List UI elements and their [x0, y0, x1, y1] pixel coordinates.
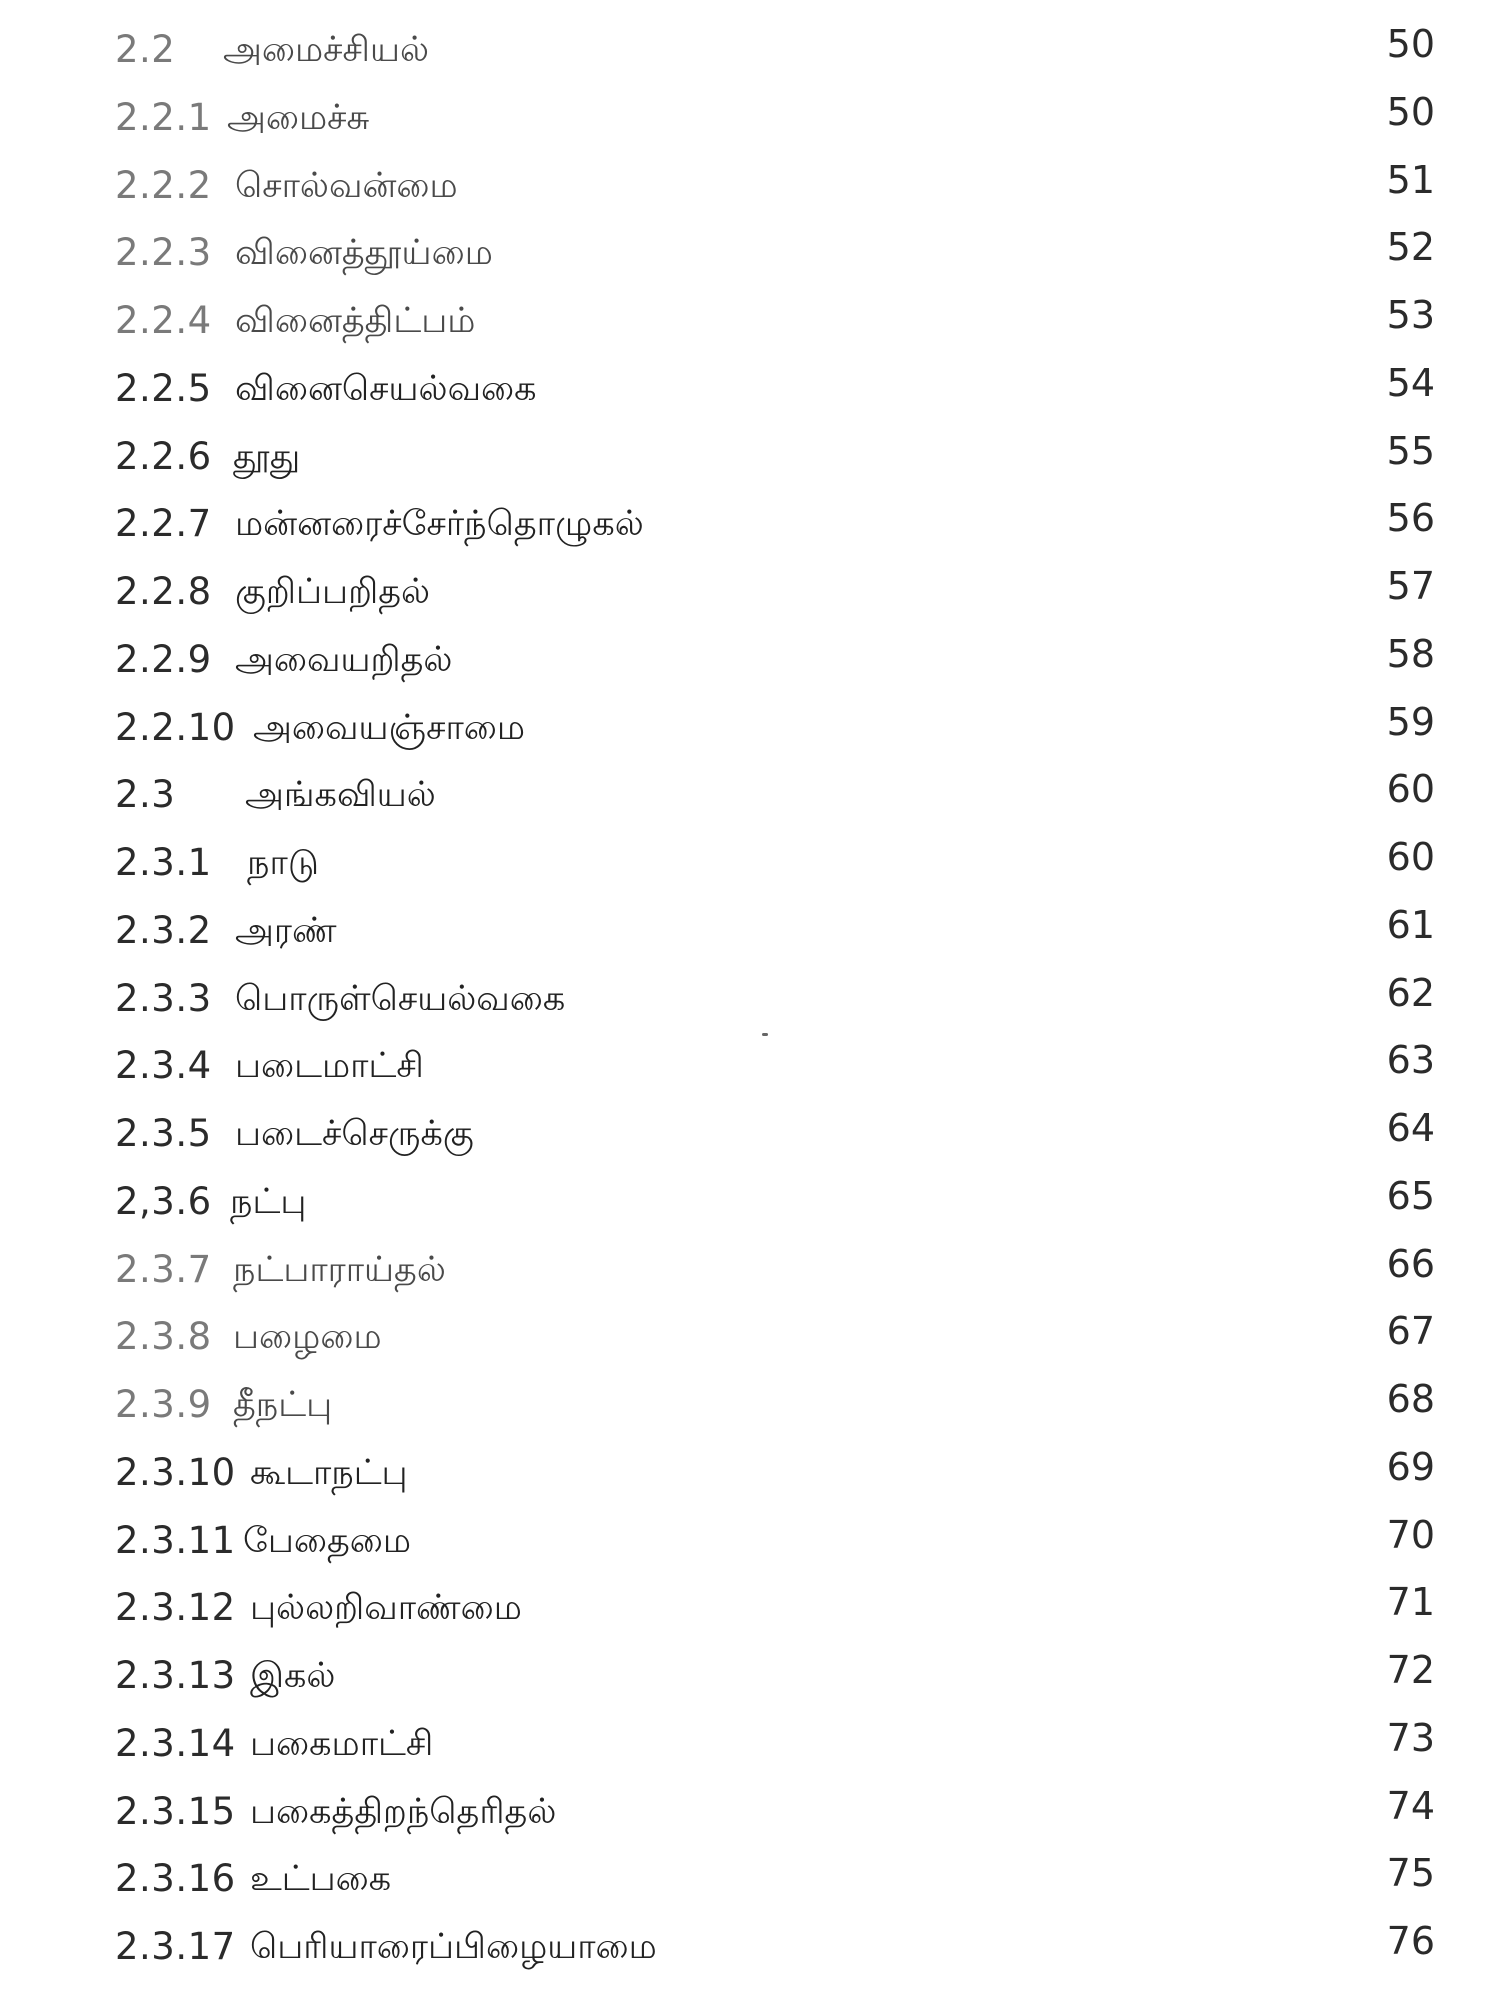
toc-row — [115, 1375, 1435, 1443]
toc-row — [115, 223, 1435, 291]
page-number: 51 — [1386, 157, 1435, 202]
section-title: பகைமாட்சி — [250, 1723, 434, 1764]
toc-row — [115, 630, 1435, 698]
section-title: தூது — [233, 436, 301, 477]
toc-row — [115, 1036, 1435, 1104]
page-number: 66 — [1386, 1241, 1435, 1286]
toc-row — [115, 359, 1435, 427]
page-number: 54 — [1386, 360, 1435, 405]
page-number: 73 — [1386, 1715, 1435, 1760]
section-number: 2.3.10 — [115, 1450, 236, 1494]
toc-row — [115, 1240, 1435, 1308]
toc-row — [115, 1172, 1435, 1240]
toc-row — [115, 88, 1435, 156]
section-title: வினைத்தூய்மை — [235, 233, 493, 274]
section-title: மன்னரைச்சேர்ந்தொழுகல் — [235, 504, 644, 545]
section-number: 2.3.3 — [115, 976, 212, 1020]
section-number: 2.3.17 — [115, 1925, 236, 1968]
section-title: அங்கவியல் — [245, 775, 436, 816]
section-title: புல்லறிவாண்மை — [250, 1588, 522, 1629]
section-number: 2.3.1 — [115, 841, 212, 884]
section-title: வினைத்திட்பம் — [235, 301, 476, 341]
section-number: 2.3.4 — [115, 1044, 212, 1088]
section-number: 2.3.14 — [115, 1721, 236, 1765]
toc-row — [115, 1849, 1435, 1917]
page-number: 61 — [1386, 902, 1435, 947]
section-number: 2.3.13 — [115, 1654, 236, 1697]
page-number: 75 — [1386, 1851, 1435, 1896]
section-number: 2.2.2 — [115, 163, 212, 207]
page-number: 58 — [1386, 631, 1435, 676]
section-title: பேதைமை — [243, 1520, 412, 1561]
toc-row — [115, 291, 1435, 359]
section-title: கூடாநட்பு — [250, 1452, 408, 1493]
page-number: 70 — [1386, 1512, 1435, 1557]
page-number: 59 — [1386, 699, 1435, 744]
section-number: 2.2.4 — [115, 299, 212, 342]
section-title: உட்பகை — [250, 1859, 392, 1900]
toc-row — [115, 969, 1435, 1037]
toc-row — [115, 562, 1435, 630]
page-number: 60 — [1386, 767, 1435, 812]
toc-row — [115, 1307, 1435, 1375]
section-number: 2.3.8 — [115, 1315, 212, 1359]
section-number: 2,3.6 — [115, 1179, 212, 1223]
section-title: அமைச்சு — [227, 97, 370, 138]
toc-row — [115, 20, 1435, 88]
toc-row — [115, 1104, 1435, 1172]
section-number: 2.3.7 — [115, 1247, 212, 1291]
page-number: 64 — [1386, 1106, 1435, 1150]
toc-row — [115, 1511, 1435, 1579]
page-number: 62 — [1386, 970, 1435, 1015]
section-number: 2.3.5 — [115, 1112, 212, 1155]
section-title: நாடு — [247, 843, 319, 883]
toc-row — [115, 1646, 1435, 1714]
page-number: 69 — [1386, 1444, 1435, 1489]
toc-row — [115, 156, 1435, 224]
section-title: அவையறிதல் — [235, 639, 453, 680]
page-number: 50 — [1386, 89, 1435, 134]
section-number: 2.2.1 — [115, 95, 212, 139]
section-title: அமைச்சியல் — [223, 30, 430, 70]
section-title: சொல்வன்மை — [235, 165, 458, 206]
section-title: தீநட்பு — [233, 1385, 333, 1425]
section-title: இகல் — [250, 1656, 336, 1696]
page-number: 63 — [1386, 1038, 1435, 1083]
page-number: 55 — [1386, 428, 1435, 473]
toc-row — [115, 833, 1435, 901]
toc-row — [115, 901, 1435, 969]
page-number: 60 — [1386, 835, 1435, 879]
section-number: 2.3.12 — [115, 1586, 236, 1630]
section-number: 2.2.6 — [115, 434, 212, 478]
section-number: 2.3.16 — [115, 1857, 236, 1901]
section-number: 2.2.5 — [115, 366, 212, 410]
section-number: 2.2 — [115, 28, 176, 71]
page-number: 65 — [1386, 1173, 1435, 1218]
toc-row — [115, 1917, 1435, 1985]
page-number: 53 — [1386, 293, 1435, 337]
page-number: 57 — [1386, 564, 1435, 608]
table-of-contents — [115, 20, 1435, 1985]
page-number: 67 — [1386, 1309, 1435, 1354]
toc-row — [115, 698, 1435, 766]
section-title: பொருள்செயல்வகை — [235, 978, 566, 1019]
section-number: 2.3.15 — [115, 1789, 236, 1833]
section-number: 2.3.9 — [115, 1383, 212, 1426]
page-number: 56 — [1386, 496, 1435, 541]
page-number: 72 — [1386, 1648, 1435, 1692]
page-number: 52 — [1386, 225, 1435, 270]
section-title: குறிப்பறிதல் — [235, 572, 431, 612]
section-title: பகைத்திறந்தெரிதல் — [250, 1791, 557, 1832]
page-number: 76 — [1386, 1919, 1435, 1963]
section-number: 2.2.10 — [115, 705, 236, 749]
section-title: அவையஞ்சாமை — [253, 707, 526, 748]
section-title: பழைமை — [233, 1317, 382, 1358]
toc-row — [115, 1443, 1435, 1511]
section-number: 2.3.2 — [115, 908, 212, 952]
page-number: 71 — [1386, 1580, 1435, 1625]
section-number: 2.2.7 — [115, 502, 212, 546]
section-number: 2.2.3 — [115, 231, 212, 275]
page-number: 74 — [1386, 1783, 1435, 1828]
section-title: நட்பு — [230, 1181, 307, 1222]
toc-row — [115, 1782, 1435, 1850]
toc-row — [115, 494, 1435, 562]
section-title: பெரியாரைப்பிழையாமை — [250, 1927, 657, 1967]
section-title: அரண் — [235, 910, 337, 951]
section-title: படைச்செருக்கு — [235, 1114, 474, 1154]
toc-row — [115, 1578, 1435, 1646]
page-number: 50 — [1386, 22, 1435, 66]
toc-row — [115, 1714, 1435, 1782]
toc-row — [115, 765, 1435, 833]
section-number: 2.3 — [115, 773, 176, 817]
toc-row — [115, 427, 1435, 495]
section-title: நட்பாராய்தல் — [233, 1249, 446, 1290]
section-number: 2.2.9 — [115, 637, 212, 681]
page-number: 68 — [1386, 1377, 1435, 1421]
section-title: படைமாட்சி — [235, 1046, 424, 1087]
section-title: வினைசெயல்வகை — [235, 368, 537, 409]
section-number: 2.3.11 — [115, 1518, 236, 1562]
scan-speck — [762, 1033, 768, 1036]
section-number: 2.2.8 — [115, 570, 212, 613]
